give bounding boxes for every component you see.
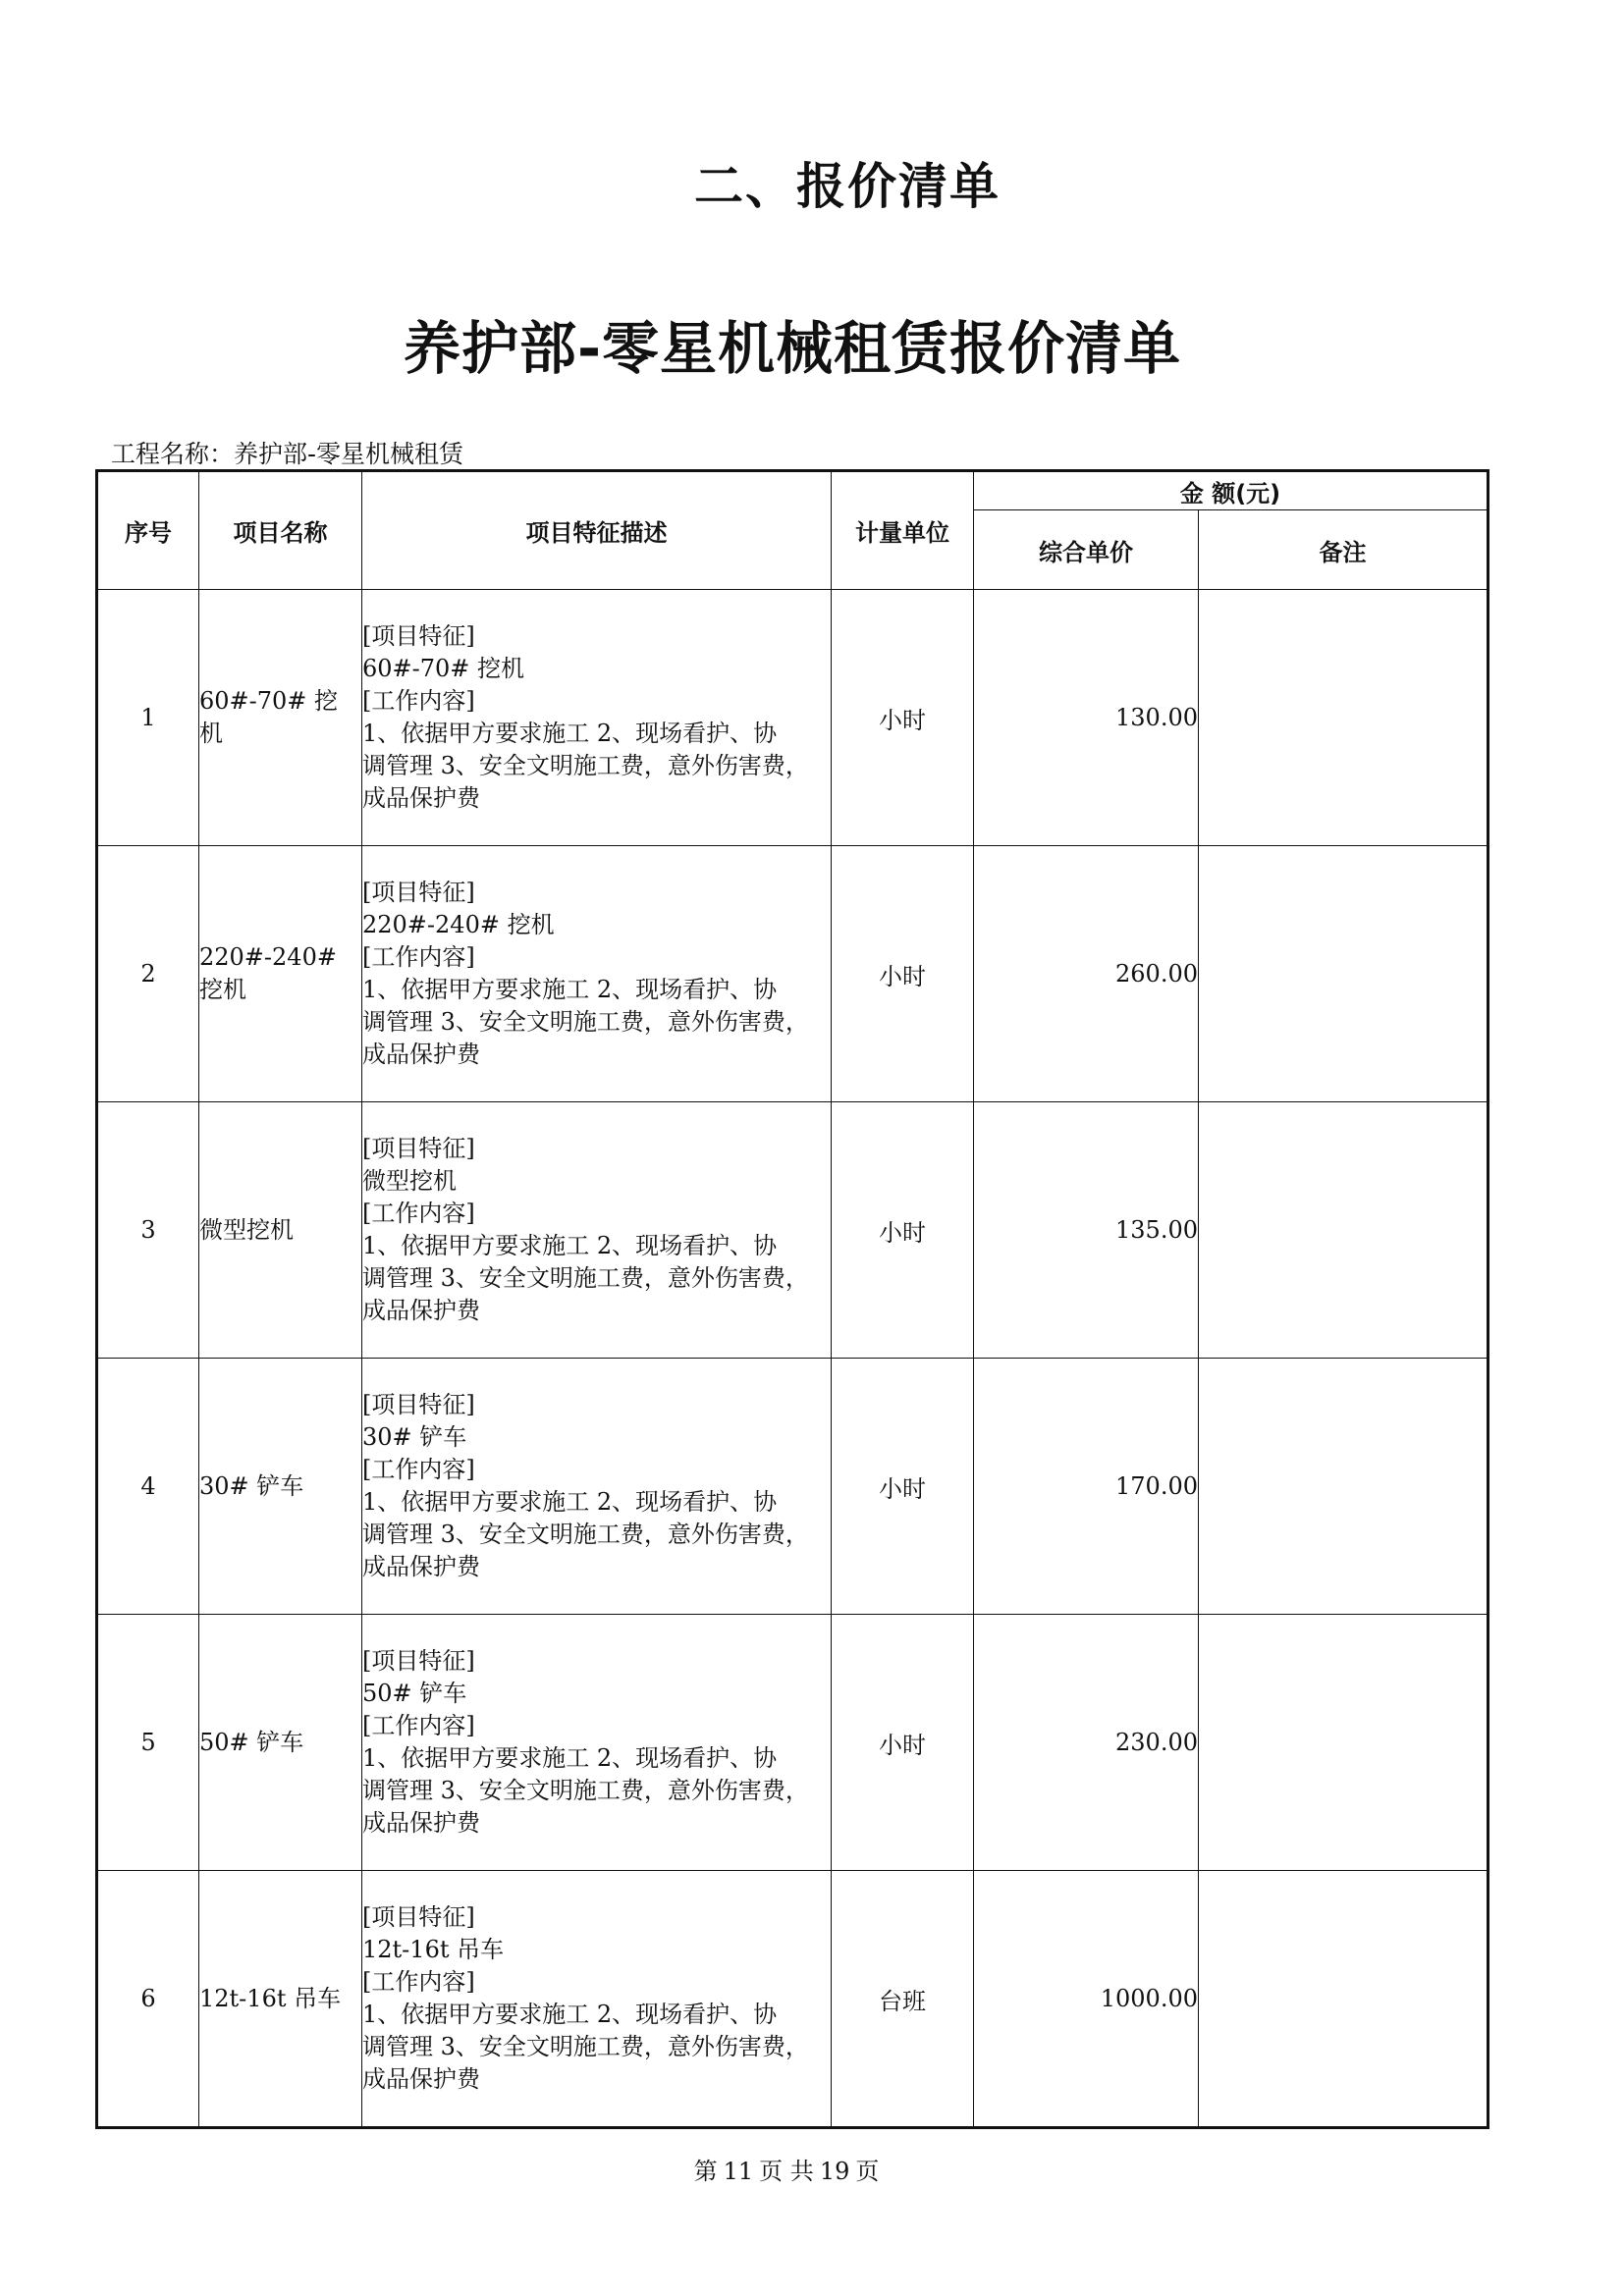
description-line: [工作内容] bbox=[362, 1200, 475, 1227]
footer-suffix: 页 bbox=[855, 2158, 880, 2185]
row-seq: 3 bbox=[97, 1102, 199, 1359]
row-unit-price: 135.00 bbox=[974, 1102, 1199, 1359]
footer-prefix: 第 bbox=[693, 2158, 718, 2185]
description-line: [项目特征] bbox=[362, 1647, 475, 1675]
description-line: [项目特征] bbox=[362, 1135, 475, 1162]
description-line: 调管理 3、安全文明施工费，意外伤害费， bbox=[362, 1264, 809, 1292]
description-line: 1、依据甲方要求施工 2、现场看护、协 bbox=[362, 2001, 778, 2028]
footer-total: 19 bbox=[819, 2158, 850, 2185]
row-unit: 台班 bbox=[832, 1871, 974, 2128]
row-item-name: 12t-16t 吊车 bbox=[199, 1871, 362, 2128]
price-list-table bbox=[95, 469, 1489, 2129]
row-description bbox=[362, 590, 832, 846]
table-row bbox=[97, 590, 1489, 846]
description-line: 1、依据甲方要求施工 2、现场看护、协 bbox=[362, 1488, 778, 1516]
header-note: 备注 bbox=[1199, 510, 1489, 590]
description-line: 调管理 3、安全文明施工费，意外伤害费， bbox=[362, 1521, 809, 1548]
header-amount: 金 额(元) bbox=[974, 471, 1489, 510]
description-line: [项目特征] bbox=[362, 1391, 475, 1418]
row-seq: 1 bbox=[97, 590, 199, 846]
row-description bbox=[362, 846, 832, 1102]
row-seq: 5 bbox=[97, 1615, 199, 1871]
description-line: 220#-240# 挖机 bbox=[362, 911, 555, 938]
row-unit-price: 1000.00 bbox=[974, 1871, 1199, 2128]
footer-page: 11 bbox=[723, 2158, 754, 2185]
row-unit: 小时 bbox=[832, 1615, 974, 1871]
row-description bbox=[362, 1871, 832, 2128]
row-unit: 小时 bbox=[832, 590, 974, 846]
section-title: 二、报价清单 bbox=[694, 158, 1001, 215]
description-line: 微型挖机 bbox=[362, 1167, 457, 1195]
description-line: [工作内容] bbox=[362, 1712, 475, 1739]
description-line: 成品保护费 bbox=[362, 1041, 480, 1068]
project-name bbox=[111, 435, 463, 470]
description-line: [工作内容] bbox=[362, 1456, 475, 1483]
project-name-value: 养护部-零星机械租赁 bbox=[234, 440, 464, 468]
description-line: 成品保护费 bbox=[362, 1809, 480, 1837]
description-line: 1、依据甲方要求施工 2、现场看护、协 bbox=[362, 1232, 778, 1259]
row-note bbox=[1199, 1359, 1489, 1615]
table-row bbox=[97, 1871, 1489, 2128]
row-description bbox=[362, 1102, 832, 1359]
row-seq: 2 bbox=[97, 846, 199, 1102]
description-line: [项目特征] bbox=[362, 1903, 475, 1931]
description-line: [项目特征] bbox=[362, 879, 475, 906]
row-description bbox=[362, 1615, 832, 1871]
description-line: 30# 铲车 bbox=[362, 1423, 467, 1451]
row-note bbox=[1199, 1102, 1489, 1359]
description-line: [工作内容] bbox=[362, 943, 475, 971]
description-line: 成品保护费 bbox=[362, 1297, 480, 1324]
description-line: 12t-16t 吊车 bbox=[362, 1936, 505, 1963]
row-item-name: 微型挖机 bbox=[199, 1102, 362, 1359]
header-unit: 计量单位 bbox=[832, 471, 974, 590]
row-unit-price: 170.00 bbox=[974, 1359, 1199, 1615]
description-line: 1、依据甲方要求施工 2、现场看护、协 bbox=[362, 720, 778, 747]
row-unit: 小时 bbox=[832, 846, 974, 1102]
row-unit: 小时 bbox=[832, 1359, 974, 1615]
description-line: 1、依据甲方要求施工 2、现场看护、协 bbox=[362, 976, 778, 1003]
header-unit-price: 综合单价 bbox=[974, 510, 1199, 590]
table-row bbox=[97, 846, 1489, 1102]
footer-mid: 页 共 bbox=[759, 2158, 814, 2185]
row-unit-price: 260.00 bbox=[974, 846, 1199, 1102]
row-item-name: 50# 铲车 bbox=[199, 1615, 362, 1871]
description-line: [项目特征] bbox=[362, 622, 475, 650]
row-description bbox=[362, 1359, 832, 1615]
table-row bbox=[97, 1359, 1489, 1615]
row-note bbox=[1199, 590, 1489, 846]
table-row bbox=[97, 1102, 1489, 1359]
description-line: 成品保护费 bbox=[362, 1553, 480, 1580]
document-title: 养护部-零星机械租赁报价清单 bbox=[403, 315, 1182, 382]
row-item-name: 60#-70# 挖机 bbox=[199, 590, 362, 846]
row-item-name: 220#-240# 挖机 bbox=[199, 846, 362, 1102]
row-item-name: 30# 铲车 bbox=[199, 1359, 362, 1615]
project-name-label: 工程名称： bbox=[111, 440, 235, 468]
row-unit: 小时 bbox=[832, 1102, 974, 1359]
description-line: 调管理 3、安全文明施工费，意外伤害费， bbox=[362, 1777, 809, 1804]
row-seq: 4 bbox=[97, 1359, 199, 1615]
row-unit-price: 230.00 bbox=[974, 1615, 1199, 1871]
row-unit-price: 130.00 bbox=[974, 590, 1199, 846]
header-seq: 序号 bbox=[97, 471, 199, 590]
row-note bbox=[1199, 1615, 1489, 1871]
description-line: 60#-70# 挖机 bbox=[362, 655, 525, 682]
description-line: 成品保护费 bbox=[362, 2065, 480, 2093]
header-description: 项目特征描述 bbox=[362, 471, 832, 590]
description-line: 调管理 3、安全文明施工费，意外伤害费， bbox=[362, 2033, 809, 2060]
description-line: [工作内容] bbox=[362, 1968, 475, 1996]
row-seq: 6 bbox=[97, 1871, 199, 2128]
description-line: 50# 铲车 bbox=[362, 1680, 467, 1707]
row-note bbox=[1199, 1871, 1489, 2128]
description-line: 成品保护费 bbox=[362, 784, 480, 812]
row-note bbox=[1199, 846, 1489, 1102]
description-line: 调管理 3、安全文明施工费，意外伤害费， bbox=[362, 752, 809, 779]
description-line: [工作内容] bbox=[362, 687, 475, 715]
table-row bbox=[97, 1615, 1489, 1871]
description-line: 调管理 3、安全文明施工费，意外伤害费， bbox=[362, 1008, 809, 1036]
description-line: 1、依据甲方要求施工 2、现场看护、协 bbox=[362, 1744, 778, 1772]
page-footer bbox=[0, 2152, 1573, 2186]
header-item-name: 项目名称 bbox=[199, 471, 362, 590]
